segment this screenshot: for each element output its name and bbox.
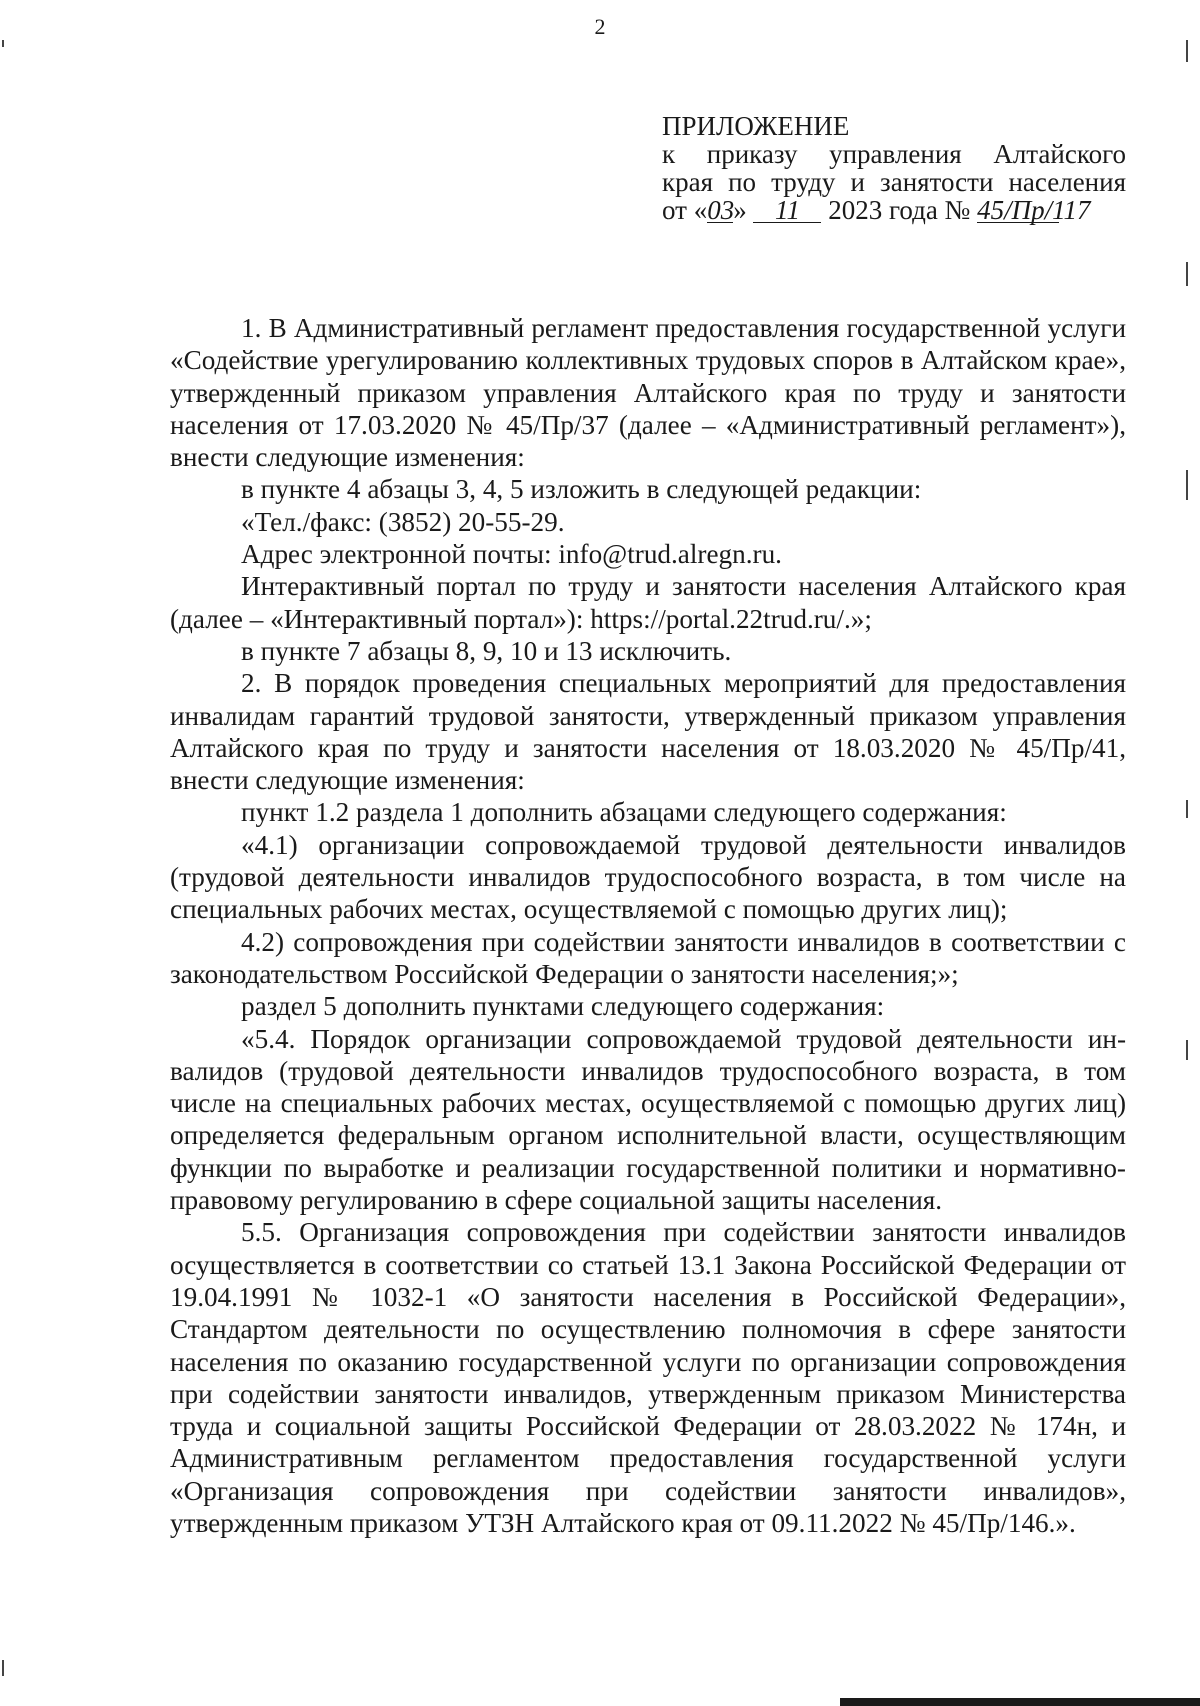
date-month: 11: [753, 198, 821, 223]
paragraph-7: 2. В порядок проведения специальных мероприятий для предоставления инвалидам гарантий трудовой занятости, утвержденный приказом управления Алтайского края по труду и занятости населения от 18.03.2020 № 45/Пр/41, внести следующие изменения:: [170, 668, 1126, 796]
scan-mark: [1186, 262, 1188, 286]
scan-mark: [2, 1660, 4, 1676]
appendix-date-line: [662, 196, 1126, 224]
scan-mark: [2, 40, 4, 47]
appendix-line-1: к приказу управления Алтайского: [662, 139, 1126, 169]
page-number: 2: [594, 14, 606, 39]
paragraph-8: пункт 1.2 раздела 1 дополнить абзацами следующего содержания:: [241, 797, 1007, 828]
paragraph-9: «4.1) организации сопровождаемой трудовой деятельности инвалидов (трудовой деятельности инвалидов трудоспособного возраста, в том числе на специальных рабочих местах, осуществляемой с помощью других лиц);: [170, 829, 1126, 925]
date-day: 03: [707, 195, 735, 225]
document-body: [170, 312, 1126, 1539]
appendix-line-2: края по труду и занятости населения: [662, 167, 1126, 197]
paragraph-11: раздел 5 дополнить пунктами следующего содержания:: [241, 991, 885, 1022]
appendix-header: [662, 112, 1126, 224]
paragraph-13: 5.5. Организация сопровождения при содействии занятости инвалидов осуществляется в соответствии со статьей 13.1 Закона Российской Федерации от 19.04.1991 № 1032-1 «О занятости населения в Российской Федерации», Стандартом деятельности по осуществлению полномочия в сфере занятости населения по оказанию государственной услуги по организации сопровождения при содействии занятости инвалидов, утвержденным приказом Министерства труда и социальной защиты Российской Федерации от 28.03.2022 № 174н, и Административным регламентом предоставления государственной услуги «Организация сопровождения при содействии занятости инвалидов», утвержденным приказом УТЗН Алтайского края от 09.11.2022 № 45/Пр/146.».: [170, 1217, 1126, 1538]
date-mid: »: [733, 195, 747, 225]
date-year: 2023 года №: [828, 195, 971, 225]
paragraph-10: 4.2) сопровождения при содействии занятости инвалидов в соответствии с законодательством Российской Федерации о занятости населения;»;: [170, 926, 1126, 989]
paragraph-3: «Тел./факс: (3852) 20-55-29.: [241, 506, 565, 537]
paragraph-4: Адрес электронной почты: info@trud.alregn.ru.: [241, 539, 782, 570]
appendix-title: ПРИЛОЖЕНИЕ: [662, 111, 850, 141]
scan-mark: [1186, 800, 1188, 818]
paragraph-1: 1. В Административный регламент предоставления государственной услуги «Содействие урегулированию коллективных трудовых споров в Алтайском крае», утвержденный приказом управления Алтайского края по труду и занятости населения от 17.03.2020 № 45/Пр/37 (далее – «Административный регламент»), внести следующие изменения:: [170, 313, 1126, 473]
paragraph-5: Интерактивный портал по труду и занятости населения Алтайского края (далее – «Интерактивный портал»): https://portal.22trud.ru/.»;: [170, 571, 1126, 634]
scan-mark: [1186, 40, 1188, 62]
paragraph-12: «5.4. Порядок организации сопровождаемой трудовой деятельности инвалидов (трудовой деятельности инвалидов трудоспособного возраста, в том числе на специальных рабочих местах, осуществляемой с помощью других лиц) определяется федеральным органом исполнительной власти, осуществляющим функции по выработке и реализации государственной политики и нормативно-правовому регулированию в сфере социальной защиты населения.: [170, 1023, 1126, 1216]
scan-mark: [1186, 470, 1188, 500]
paragraph-6: в пункте 7 абзацы 8, 9, 10 и 13 исключить.: [241, 635, 732, 666]
paragraph-2: в пункте 4 абзацы 3, 4, 5 изложить в следующей редакции:: [241, 474, 922, 505]
scan-mark: [1186, 1040, 1188, 1060]
order-number: 45/Пр/117: [977, 195, 1091, 225]
scan-edge: [840, 1698, 1200, 1706]
date-prefix: от «: [662, 195, 708, 225]
